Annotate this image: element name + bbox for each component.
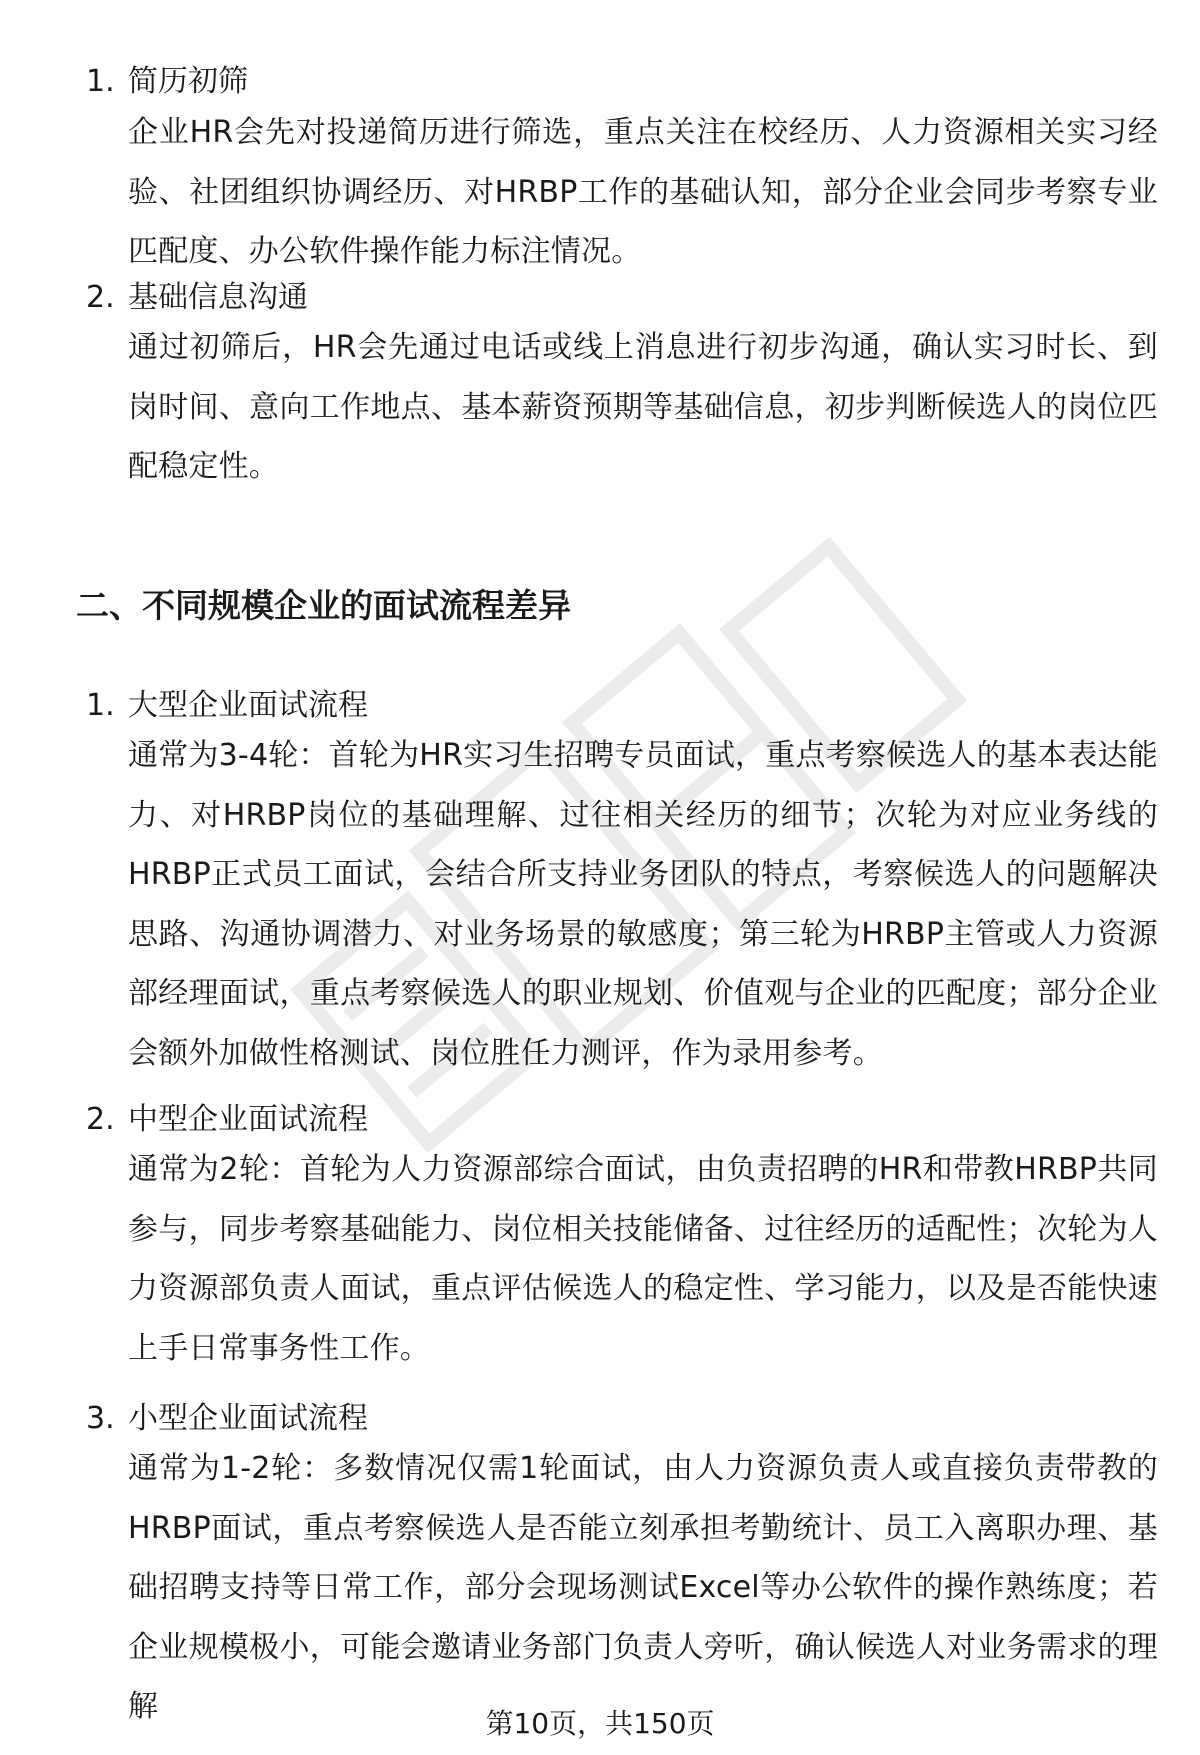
list-item-body: 通常为2轮：首轮为人力资源部综合面试，由负责招聘的HR和带教HRBP共同参与，同步考察基础能力、岗位相关技能储备、过往经历的适配性；次轮为人力资源部负责人面试，重点评估候选人的稳定性、学习能力，以及是否能快速上手日常事务性工作。 — [128, 1152, 1158, 1366]
list-item-body: 通常为3-4轮：首轮为HR实习生招聘专员面试，重点考察候选人的基本表达能力、对HRBP岗位的基础理解、过往相关经历的细节；次轮为对应业务线的HRBP正式员工面试，会结合所支持业务团队的特点，考察候选人的问题解决思路、沟通协调潜力、对业务场景的敏感度；第三轮为HRBP主管或人力资源部经理面试，重点考察候选人的职业规划、价值观与企业的匹配度；部分企业会额外加做性格测试、岗位胜任力测评，作为录用参考。 — [128, 738, 1158, 1071]
list-item-body: 通过初筛后，HR会先通过电话或线上消息进行初步沟通，确认实习时长、到岗时间、意向工作地点、基本薪资预期等基础信息，初步判断候选人的岗位匹配稳定性。 — [128, 330, 1158, 484]
list-item-heading — [86, 278, 308, 318]
list-item-title: 基础信息沟通 — [128, 280, 308, 315]
section-heading: 二、不同规模企业的面试流程差异 — [76, 586, 571, 625]
list-number: 2. — [86, 280, 115, 315]
list-number: 1. — [86, 688, 115, 723]
list-item-title: 简历初筛 — [128, 64, 248, 99]
list-item-title: 小型企业面试流程 — [128, 1401, 368, 1436]
list-item-heading — [86, 62, 248, 102]
list-number: 1. — [86, 64, 115, 99]
list-item-heading — [86, 686, 368, 726]
list-item-title: 中型企业面试流程 — [128, 1102, 368, 1137]
page-number-footer: 第10页，共150页 — [485, 1707, 715, 1740]
list-item-title: 大型企业面试流程 — [128, 688, 368, 723]
list-number: 2. — [86, 1102, 115, 1137]
list-item-body: 企业HR会先对投递简历进行筛选，重点关注在校经历、人力资源相关实习经验、社团组织协调经历、对HRBP工作的基础认知，部分企业会同步考察专业匹配度、办公软件操作能力标注情况。 — [128, 115, 1158, 269]
list-item-heading — [86, 1399, 368, 1439]
list-number: 3. — [86, 1401, 115, 1436]
list-item-heading — [86, 1100, 368, 1140]
list-item-body: 通常为1-2轮：多数情况仅需1轮面试，由人力资源负责人或直接负责带教的HRBP面试，重点考察候选人是否能立刻承担考勤统计、员工入离职办理、基础招聘支持等日常工作，部分会现场测试Excel等办公软件的操作熟练度；若企业规模极小，可能会邀请业务部门负责人旁听，确认候选人对业务需求的理解 — [128, 1451, 1158, 1724]
